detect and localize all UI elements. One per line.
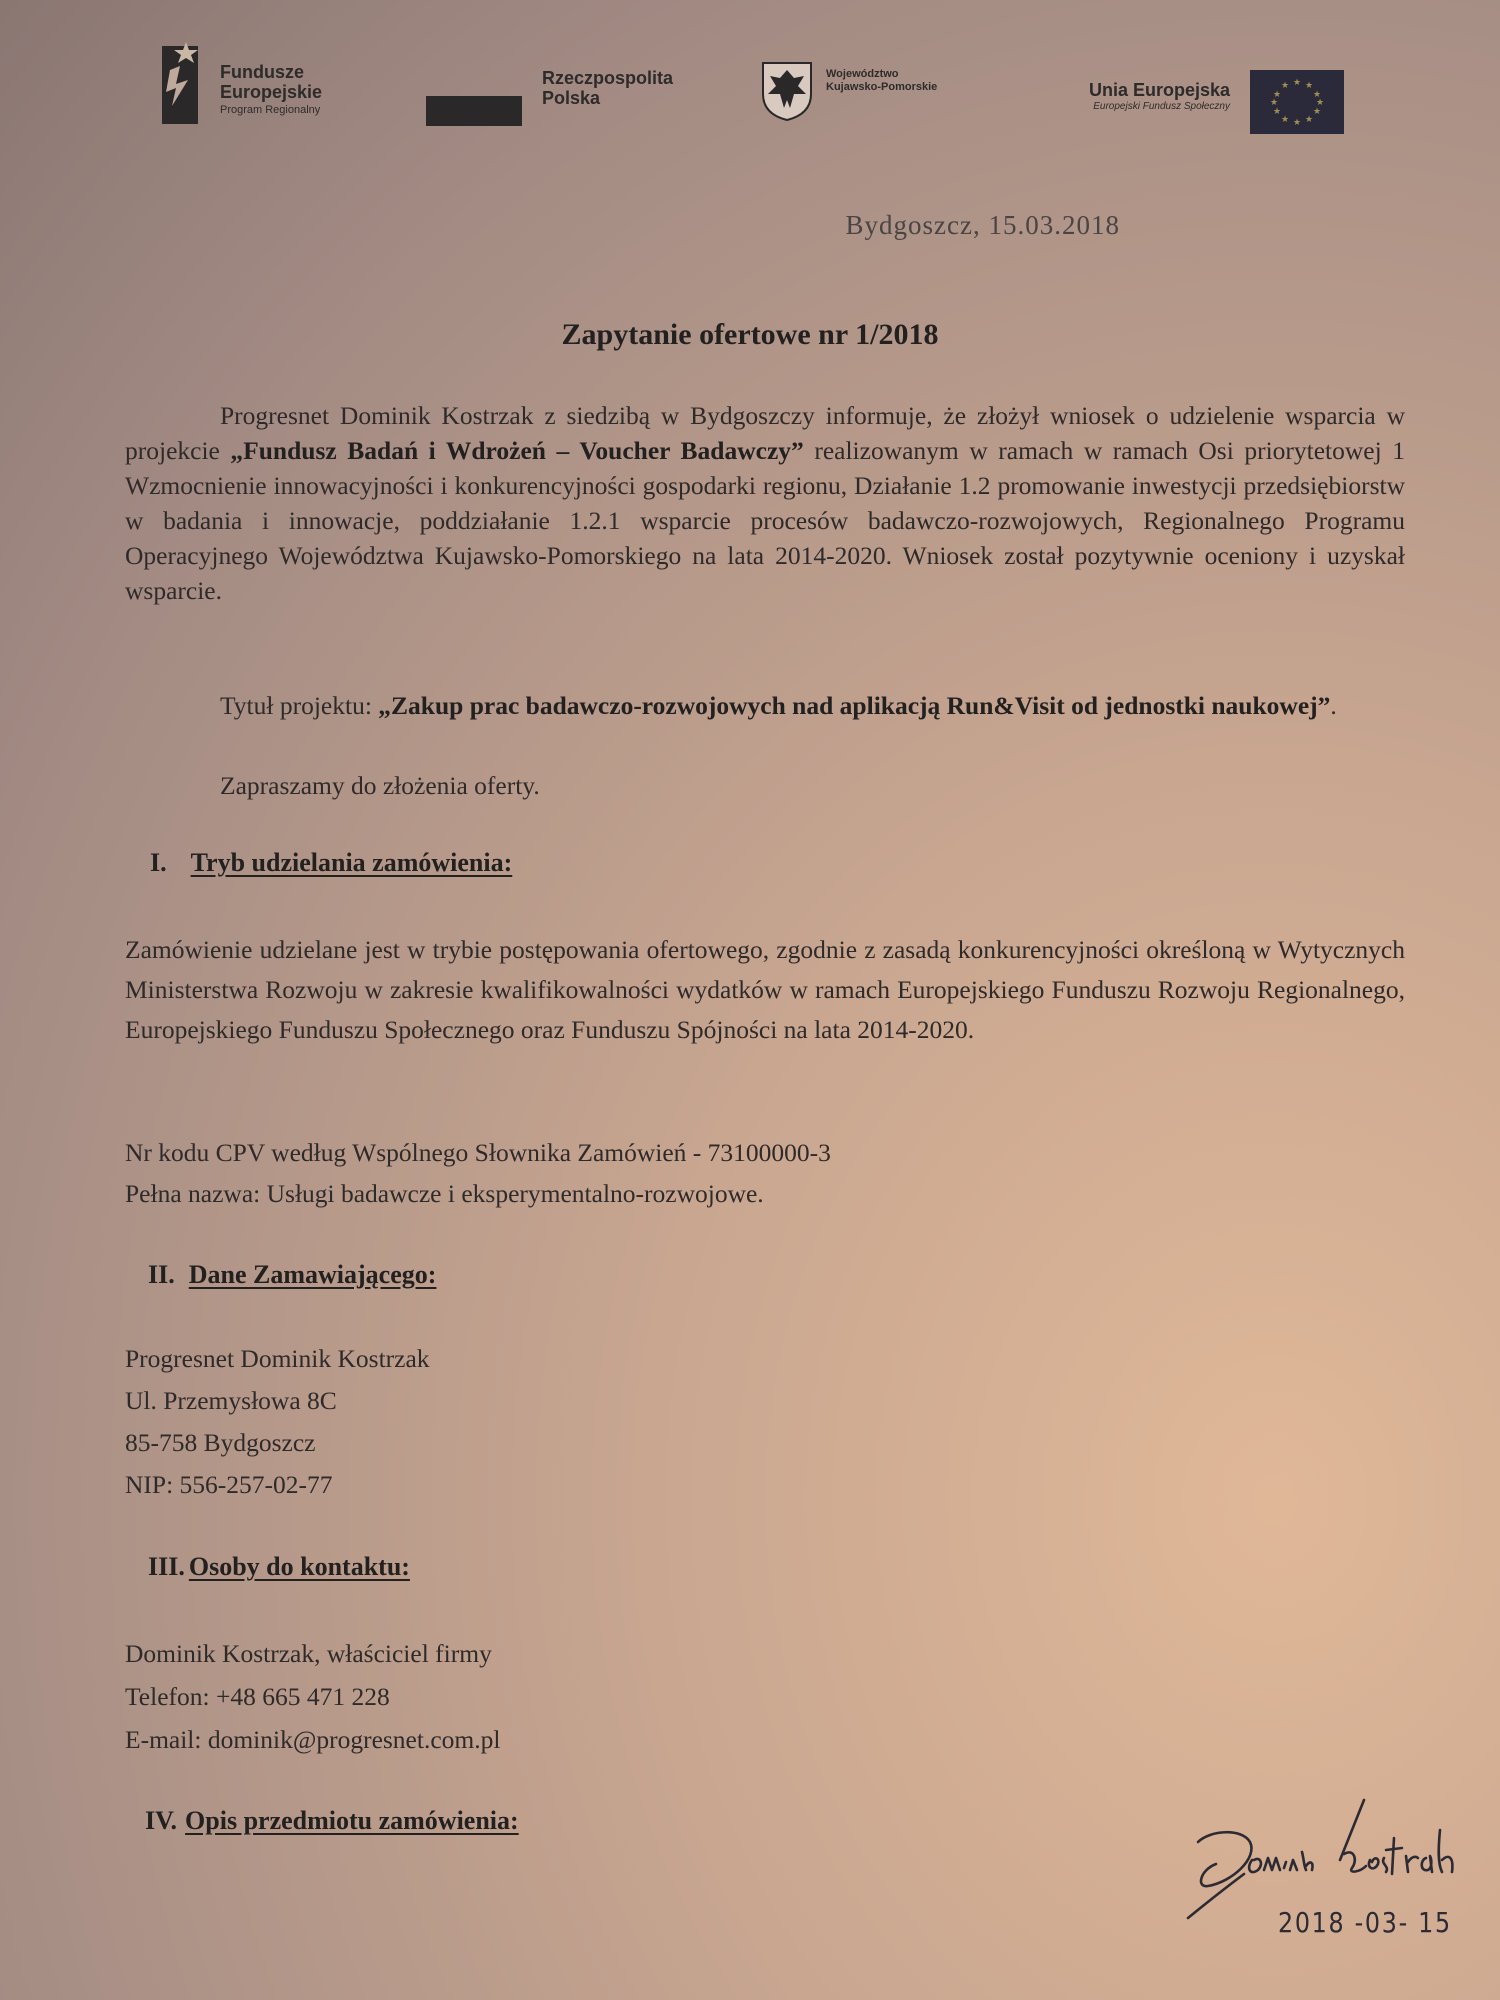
project-title-label: Tytuł projektu: — [220, 691, 379, 720]
contact-phone: Telefon: +48 665 471 228 — [125, 1682, 390, 1711]
cpv-code: Nr kodu CPV według Wspólnego Słownika Zamówień - 73100000-3 — [125, 1138, 831, 1167]
rp-line2: Polska — [542, 88, 601, 108]
fe-line2: Europejskie — [220, 82, 323, 102]
section-1-body: Zamówienie udzielane jest w trybie postępowania ofertowego, zgodnie z zasadą konkurencyjności określoną w Wytycznych Ministerstwa Rozwoju w zakresie kwalifikowalności wydatków w ramach Europejskiego Funduszu Rozwoju Regionalnego, Europejskiego Funduszu Społecznego oraz Funduszu Spójności na lata 2014-2020. — [125, 935, 1405, 1044]
eu-flag-icon: ★ ★ ★ ★ ★ ★ ★ ★ ★ ★ ★ ★ — [1250, 70, 1344, 134]
contact-person: Dominik Kostrzak, właściciel firmy — [125, 1639, 492, 1668]
rp-line1: Rzeczpospolita — [542, 68, 674, 88]
fe-line1: Fundusze — [220, 62, 304, 82]
section-2-title: Dane Zamawiającego: — [188, 1260, 437, 1289]
intro-paragraph — [125, 398, 1405, 608]
section-3-title: Osoby do kontaktu: — [188, 1552, 410, 1581]
section-2-heading — [148, 1260, 436, 1290]
flag-icon — [426, 96, 522, 126]
fundusze-europejskie-logo — [158, 40, 418, 130]
contact-email: E-mail: dominik@progresnet.com.pl — [125, 1725, 501, 1754]
section-4-title: Opis przedmiotu zamówienia: — [185, 1806, 519, 1835]
page-title: Zapytanie ofertowe nr 1/2018 — [561, 318, 939, 351]
signature-date-stamp: 2018 -03- 15 — [1278, 1906, 1452, 1939]
project-title: „Zakup prac badawczo-rozwojowych nad aplikacją Run&Visit od jednostki naukowej” — [378, 691, 1331, 720]
document-date: Bydgoszcz, 15.03.2018 — [845, 210, 1120, 240]
unia-europejska-logo — [1030, 70, 1350, 140]
logo-bar — [0, 30, 1500, 140]
section-4-number: IV. — [145, 1806, 178, 1835]
ordering-party-nip: NIP: 556-257-02-77 — [125, 1470, 333, 1499]
project-name: „Fundusz Badań i Wdrożeń – Voucher Badawczy” — [230, 436, 804, 465]
section-2-number: II. — [148, 1260, 175, 1289]
fe-emblem-icon — [158, 40, 202, 126]
invitation-text: Zapraszamy do złożenia oferty. — [220, 771, 540, 800]
intro-text-b: realizowanym w ramach w ramach Osi priorytetowej 1 Wzmocnienie innowacyjności i konkurencyjności gospodarki regionu, Działanie 1.2 promowanie inwestycji przedsiębiorstw w badania i innowacje, poddziałanie 1.2.1 wsparcie procesów badawczo-rozwojowych, Regionalnego Programu Operacyjnego Województwa Kujawsko-Pomorskiego na lata 2014-2020. Wniosek został pozytywnie oceniony i uzyskał wsparcie. — [125, 436, 1406, 605]
ue-line1: Unia Europejska — [1088, 80, 1230, 100]
coat-of-arms-icon — [760, 60, 814, 122]
section-3-heading — [148, 1552, 410, 1582]
ordering-party-city: 85-758 Bydgoszcz — [125, 1428, 316, 1457]
project-title-paragraph — [125, 688, 1405, 723]
ue-line2: Europejski Fundusz Społeczny — [1093, 101, 1230, 112]
fe-line3: Program Regionalny — [220, 104, 321, 116]
project-title-end: . — [1330, 691, 1337, 720]
ordering-party-street: Ul. Przemysłowa 8C — [125, 1386, 337, 1415]
section-1-title: Tryb udzielania zamówienia: — [190, 848, 513, 877]
section-4-heading — [145, 1806, 519, 1836]
wkp-line2: Kujawsko-Pomorskie — [826, 81, 938, 93]
section-1-number: I. — [150, 848, 167, 877]
ordering-party-name: Progresnet Dominik Kostrzak — [125, 1344, 430, 1373]
wojewodztwo-logo — [760, 60, 1000, 130]
intro-text-a: Progresnet Dominik Kostrzak z siedzibą w Bydgoszczy informuje, że złożył wniosek o udzielenie wsparcia w projekcie — [125, 401, 1405, 465]
rzeczpospolita-polska-logo — [424, 68, 714, 128]
wkp-line1: Województwo — [826, 68, 899, 80]
section-3-number: III. — [148, 1552, 185, 1581]
section-1-heading — [150, 848, 512, 878]
cpv-full-name: Pełna nazwa: Usługi badawcze i eksperymentalno-rozwojowe. — [125, 1179, 764, 1208]
